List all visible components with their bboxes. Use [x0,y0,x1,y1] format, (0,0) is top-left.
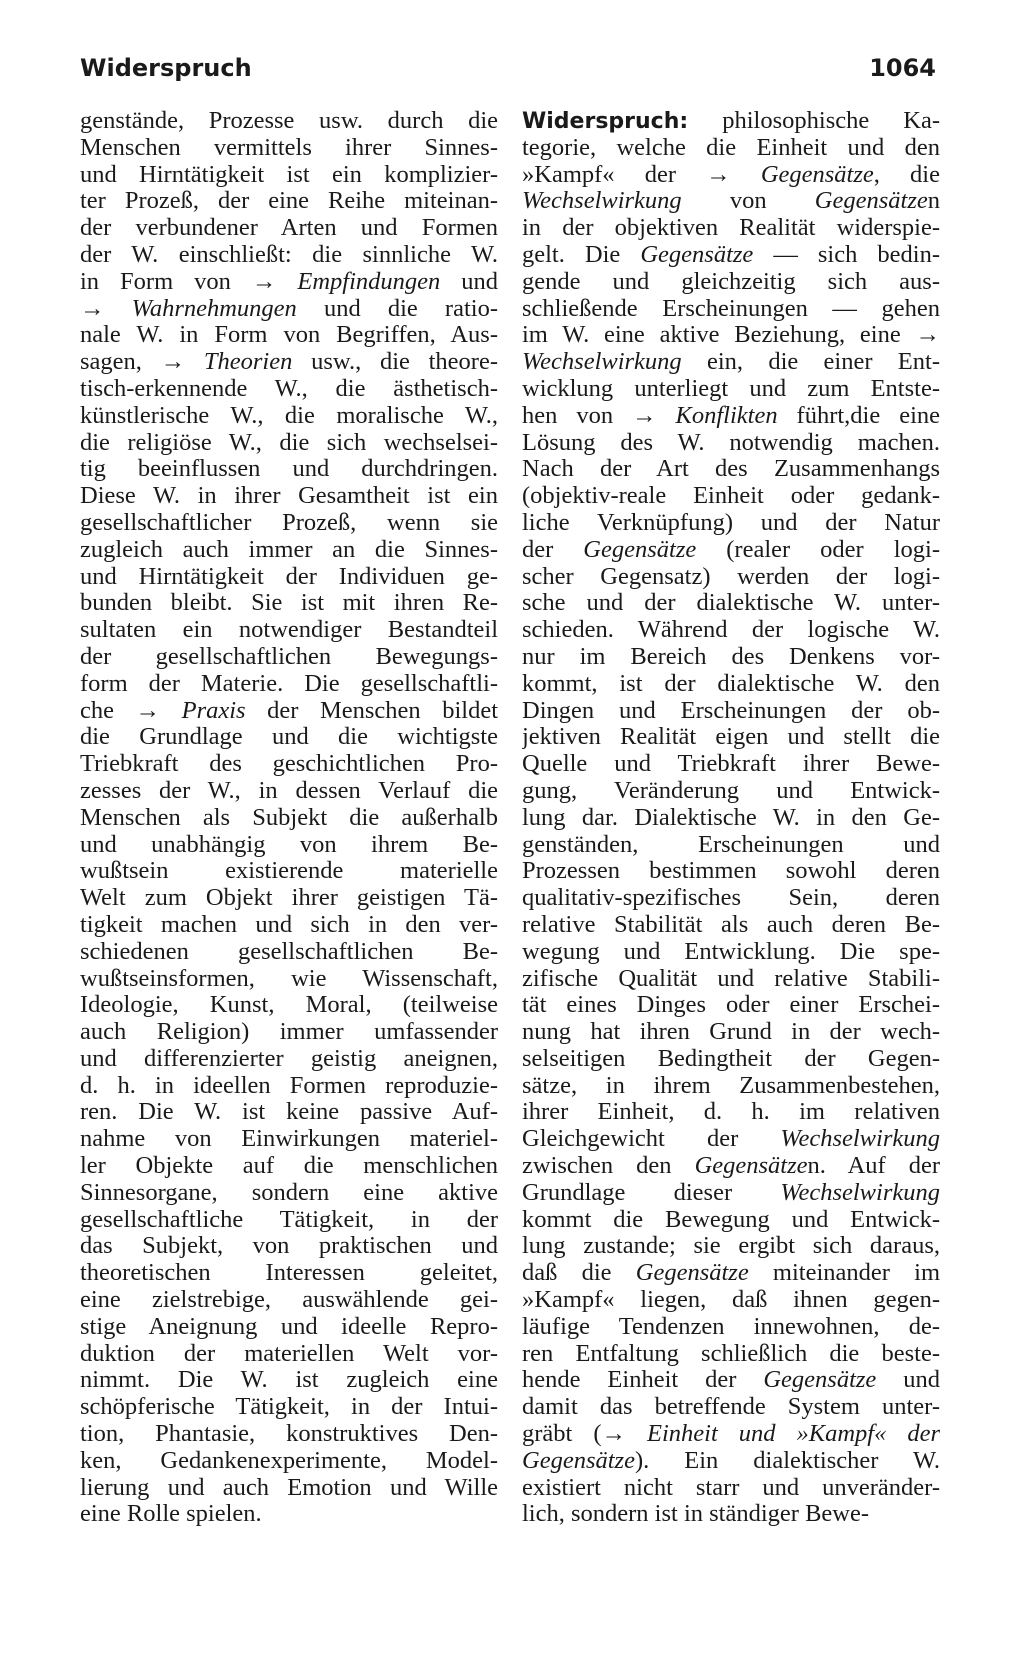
text-line: in Form von → Empfindungen und [80,268,498,295]
page-number: 1064 [869,54,936,82]
text-line: che → Praxis der Menschen bildet [80,697,498,724]
text-line: die religiöse W., die sich wechselsei- [80,429,498,456]
text-line: nimmt. Die W. ist zugleich eine [80,1367,498,1394]
text-line: Nach der Art des Zusammenhangs [522,456,940,483]
text-line: tisch-erkennende W., die ästhetisch- [80,375,498,402]
text-line: wußtsein existierende materielle [80,858,498,885]
text-line: Triebkraft des geschichtlichen Pro- [80,751,498,778]
text-line: tig beeinflussen und durchdringen. [80,456,498,483]
text-line: der Gegensätze (realer oder logi- [522,536,940,563]
text-line: tigkeit machen und sich in den ver- [80,911,498,938]
entry-first-line [522,108,940,135]
text-line: ken, Gedankenexperimente, Model- [80,1447,498,1474]
text-line: → Wahrnehmungen und die ratio- [80,295,498,322]
text-line: nahme von Einwirkungen materiel- [80,1126,498,1153]
text-line: form der Materie. Die gesellschaftli- [80,670,498,697]
text-line: und Hirntätigkeit ist ein komplizier- [80,161,498,188]
text-line: gesellschaftliche Tätigkeit, in der [80,1206,498,1233]
text-line: nale W. in Form von Begriffen, Aus- [80,322,498,349]
text-line: Sinnesorgane, sondern eine aktive [80,1179,498,1206]
text-line: tät eines Dinges oder einer Erschei- [522,992,940,1019]
right-column [522,108,940,1528]
text-line: und differenzierter geistig aneignen, [80,1045,498,1072]
text-line: nung hat ihren Grund in der wech- [522,1019,940,1046]
text-line: schließende Erscheinungen — gehen [522,295,940,322]
text-line: zifische Qualität und relative Stabili- [522,965,940,992]
text-line: sagen, → Theorien usw., die theore- [80,349,498,376]
text-line: qualitativ-spezifisches Sein, deren [522,885,940,912]
text-line: der verbundener Arten und Formen [80,215,498,242]
text-line: der W. einschließt: die sinnliche W. [80,241,498,268]
text-line: Lösung des W. notwendig machen. [522,429,940,456]
text-line: eine Rolle spielen. [80,1501,262,1528]
text-line: ren. Die W. ist keine passive Auf- [80,1099,498,1126]
text-line: lich, sondern ist in ständiger Bewe- [522,1501,870,1528]
text-line: kommt die Bewegung und Entwick- [522,1206,940,1233]
entry-first-line-text: philosophische Ka- [722,108,940,134]
text-line: jektiven Realität eigen und stellt die [522,724,940,751]
text-line: relative Stabilität als auch deren Be- [522,911,940,938]
text-line: theoretischen Interessen geleitet, [80,1260,498,1287]
text-line: Prozessen bestimmen sowohl deren [522,858,940,885]
text-line: gesellschaftlicher Prozeß, wenn sie [80,509,498,536]
text-line: stige Aneignung und ideelle Repro- [80,1313,498,1340]
text-line: »Kampf« liegen, daß ihnen gegen- [522,1287,940,1314]
text-line: Dingen und Erscheinungen der ob- [522,697,940,724]
text-line: bunden bleibt. Sie ist mit ihren Re- [80,590,498,617]
text-line: Gleichgewicht der Wechselwirkung [522,1126,940,1153]
text-line: wicklung unterliegt und zum Entste- [522,375,940,402]
text-line: duktion der materiellen Welt vor- [80,1340,498,1367]
text-line: tegorie, welche die Einheit und den [522,134,940,161]
text-line: wußtseinsformen, wie Wissenschaft, [80,965,498,992]
text-line: zesses der W., in dessen Verlauf die [80,777,498,804]
text-line: hende Einheit der Gegensätze und [522,1367,940,1394]
text-line: lung zustande; sie ergibt sich daraus, [522,1233,940,1260]
text-line: eine zielstrebige, auswählende gei- [80,1287,498,1314]
text-line: tion, Phantasie, konstruktives Den- [80,1421,498,1448]
text-line: schieden. Während der logische W. [522,617,940,644]
text-line: liche Verknüpfung) und der Natur [522,509,940,536]
text-line: Quelle und Triebkraft ihrer Bewe- [522,751,940,778]
text-line: zwischen den Gegensätzen. Auf der [522,1153,940,1180]
text-line: schiedenen gesellschaftlichen Be- [80,938,498,965]
text-line: sultaten ein notwendiger Bestandteil [80,617,498,644]
text-line: genstände, Prozesse usw. durch die [80,108,498,134]
text-line: Wechselwirkung von Gegensätzen [522,188,940,215]
text-line: sche und der dialektische W. unter- [522,590,940,617]
left-column [80,108,498,1528]
text-line: nur im Bereich des Denkens vor- [522,643,940,670]
text-line: schöpferische Tätigkeit, in der Intui- [80,1394,498,1421]
text-line: sätze, in ihrem Zusammenbestehen, [522,1072,940,1099]
text-line: damit das betreffende System unter- [522,1394,940,1421]
text-line: Diese W. in ihrer Gesamtheit ist ein [80,483,498,510]
text-line: lung dar. Dialektische W. in den Ge- [522,804,940,831]
text-line: auch Religion) immer umfassender [80,1019,498,1046]
text-line: wegung und Entwicklung. Die spe- [522,938,940,965]
text-line: ren Entfaltung schließlich die beste- [522,1340,940,1367]
text-line: künstlerische W., die moralische W., [80,402,498,429]
text-line: kommt, ist der dialektische W. den [522,670,940,697]
text-line: Menschen als Subjekt die außerhalb [80,804,498,831]
text-line: d. h. in ideellen Formen reproduzie- [80,1072,498,1099]
text-line: »Kampf« der → Gegensätze, die [522,161,940,188]
text-line: der gesellschaftlichen Bewegungs- [80,643,498,670]
text-line: scher Gegensatz) werden der logi- [522,563,940,590]
text-line: in der objektiven Realität widerspie- [522,215,940,242]
text-line: das Subjekt, von praktischen und [80,1233,498,1260]
entry-headword: Widerspruch: [522,109,689,134]
text-line: Gegensätze). Ein dialektischer W. [522,1447,940,1474]
text-line: Grundlage dieser Wechselwirkung [522,1179,940,1206]
text-line: lierung und auch Emotion und Wille [80,1474,498,1501]
text-line: gelt. Die Gegensätze — sich bedin- [522,241,940,268]
text-line: ter Prozeß, der eine Reihe miteinan- [80,188,498,215]
page-header [80,54,936,90]
text-line: ihrer Einheit, d. h. im relativen [522,1099,940,1126]
text-line: gende und gleichzeitig sich aus- [522,268,940,295]
text-line: gung, Veränderung und Entwick- [522,777,940,804]
text-line: und unabhängig von ihrem Be- [80,831,498,858]
text-line: Welt zum Objekt ihrer geistigen Tä- [80,885,498,912]
text-line: und Hirntätigkeit der Individuen ge- [80,563,498,590]
text-line: Ideologie, Kunst, Moral, (teilweise [80,992,498,1019]
text-line: die Grundlage und die wichtigste [80,724,498,751]
text-line: selseitigen Bedingtheit der Gegen- [522,1045,940,1072]
text-line: genständen, Erscheinungen und [522,831,940,858]
text-line: hen von → Konflikten führt,die eine [522,402,940,429]
text-line: läufige Tendenzen innewohnen, de- [522,1313,940,1340]
text-line: Menschen vermittels ihrer Sinnes- [80,134,498,161]
text-line: im W. eine aktive Beziehung, eine → [522,322,940,349]
text-line: daß die Gegensätze miteinander im [522,1260,940,1287]
text-line: zugleich auch immer an die Sinnes- [80,536,498,563]
text-line: gräbt (→ Einheit und »Kampf« der [522,1421,940,1448]
text-line: existiert nicht starr und unveränder- [522,1474,940,1501]
text-line: (objektiv-reale Einheit oder gedank- [522,483,940,510]
text-line: ler Objekte auf die menschlichen [80,1153,498,1180]
text-line: Wechselwirkung ein, die einer Ent- [522,349,940,376]
running-head-title: Widerspruch [80,54,252,82]
